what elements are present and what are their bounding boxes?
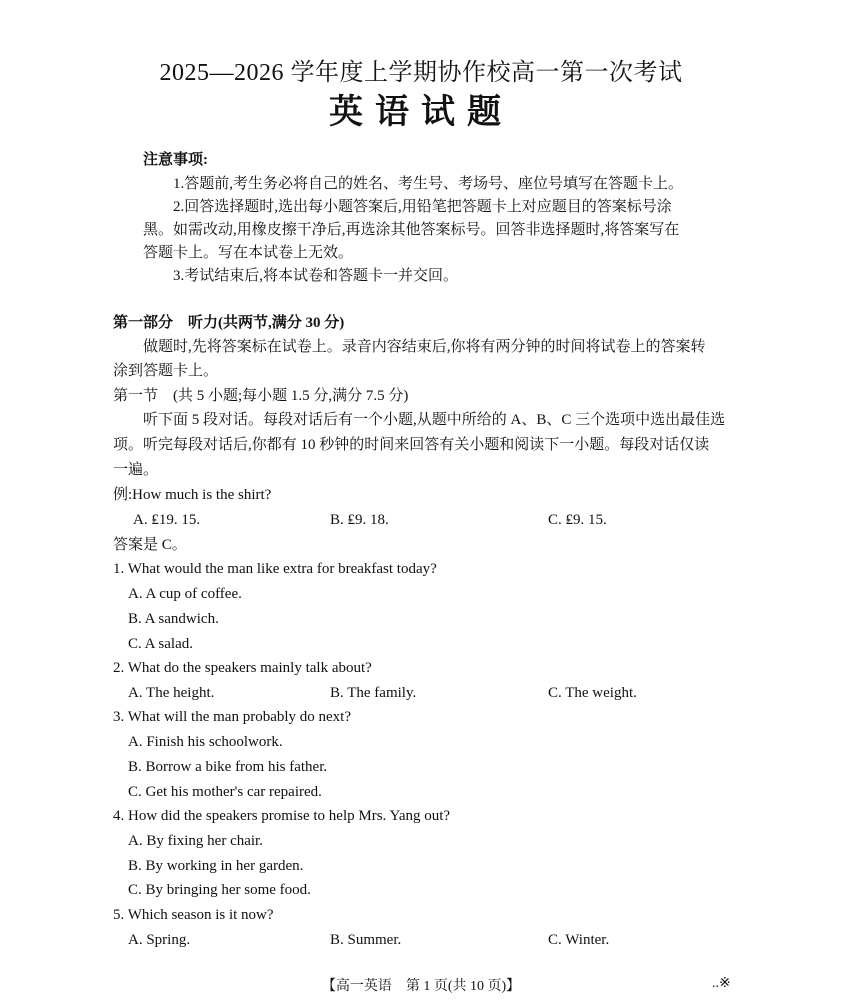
question-2-stem: 2. What do the speakers mainly talk about? [113,660,372,676]
question-1-option-c: C. A salad. [128,636,194,652]
question-4-option-c: C. By bringing her some food. [128,882,311,898]
question-2-option-b: B. The family. [330,685,417,701]
exam-title: 2025—2026 学年度上学期协作校高一第一次考试 [159,60,683,86]
subject-title: 英语试题 [329,92,513,132]
notice-item-2-line-3: 答题卡上。写在本试卷上无效。 [143,245,354,261]
section1-heading: 第一节 (共 5 小题;每小题 1.5 分,满分 7.5 分) [113,388,409,404]
example-answer: 答案是 C。 [113,537,187,553]
question-5-option-c: C. Winter. [548,932,610,948]
question-3-option-a: A. Finish his schoolwork. [128,734,283,750]
question-5-stem: 5. Which season is it now? [113,907,274,923]
question-2-option-a: A. The height. [128,685,215,701]
example-option-c: C. ₤9. 15. [548,512,607,528]
notice-item-2-line-1: 2.回答选择题时,选出每小题答案后,用铅笔把答题卡上对应题目的答案标号涂 [173,199,672,215]
question-5-option-b: B. Summer. [330,932,402,948]
corner-mark: ..※ [712,976,731,991]
question-3-stem: 3. What will the man probably do next? [113,709,352,725]
section1-instruction-line-3: 一遍。 [113,462,159,478]
question-1-stem: 1. What would the man like extra for breakfast today? [113,561,437,577]
question-5-option-a: A. Spring. [128,932,191,948]
question-1-option-b: B. A sandwich. [128,611,219,627]
question-3-option-c: C. Get his mother's car repaired. [128,784,322,800]
question-4-option-a: A. By fixing her chair. [128,833,263,849]
part1-intro-line-2: 涂到答题卡上。 [113,363,219,379]
example-option-b: B. ₤9. 18. [330,512,389,528]
section1-instruction-line-1: 听下面 5 段对话。每段对话后有一个小题,从题中所给的 A、B、C 三个选项中选出最佳选 [143,412,726,428]
notice-item-2-line-2: 黑。如需改动,用橡皮擦干净后,再选涂其他答案标号。回答非选择题时,将答案写在 [143,222,680,238]
question-4-option-b: B. By working in her garden. [128,858,304,874]
page-footer: 【高一英语 第 1 页(共 10 页)】 [321,979,521,994]
section1-instruction-line-2: 项。听完每段对话后,你都有 10 秒钟的时间来回答有关小题和阅读下一小题。每段对话仅读 [113,437,710,453]
notice-item-1: 1.答题前,考生务必将自己的姓名、考生号、考场号、座位号填写在答题卡上。 [173,176,684,192]
example-question: 例:How much is the shirt? [113,487,272,503]
question-4-stem: 4. How did the speakers promise to help Mrs. Yang out? [113,808,451,824]
part1-intro-line-1: 做题时,先将答案标在试卷上。录音内容结束后,你将有两分钟的时间将试卷上的答案转 [143,339,706,355]
question-2-option-c: C. The weight. [548,685,637,701]
question-1-option-a: A. A cup of coffee. [128,586,242,602]
example-option-a: A. ₤19. 15. [133,512,201,528]
part1-heading: 第一部分 听力(共两节,满分 30 分) [113,315,345,331]
question-3-option-b: B. Borrow a bike from his father. [128,759,328,775]
notice-heading: 注意事项: [143,152,208,168]
notice-item-3: 3.考试结束后,将本试卷和答题卡一并交回。 [173,268,459,284]
